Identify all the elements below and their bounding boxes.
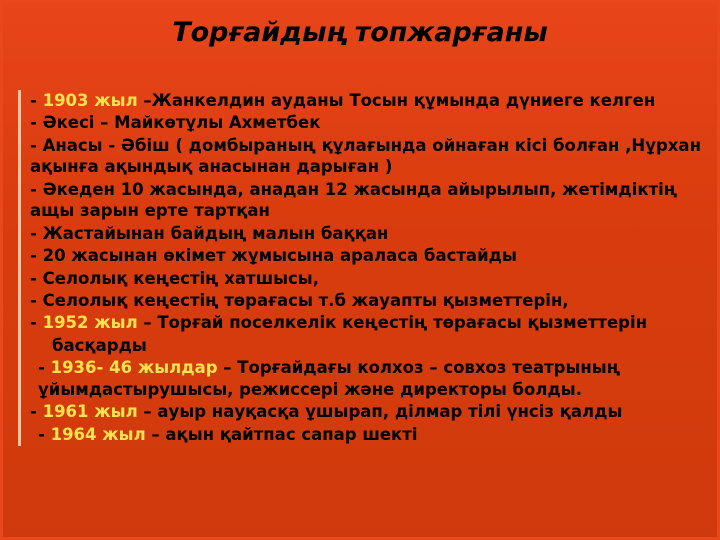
body-text: - Селолық кеңестің хатшысы, <box>30 268 319 288</box>
body-text: –Жанкелдин ауданы Тосын құмында дүниеге келген <box>137 91 656 110</box>
highlighted-date: 1952 жыл <box>42 313 138 333</box>
body-line <box>30 268 708 289</box>
highlighted-date: 1961 жыл <box>42 402 138 422</box>
page-title: Торғайдың топжарғаны <box>172 17 548 48</box>
slide-body <box>18 90 708 446</box>
body-text: – Торғай поселкелік кеңестің төрағасы қызметтерін <box>137 313 648 333</box>
body-text: - Анасы - Әбіш ( домбыраның құлағында ойнаған кісі болған ,Нұрхан ақынға ақындық анасынан дарыған ) <box>30 135 701 177</box>
body-text: - Жастайынан байдың малын баққан <box>30 223 389 243</box>
body-line <box>30 312 708 333</box>
body-line <box>30 424 708 445</box>
body-line <box>30 335 708 356</box>
body-line <box>30 357 708 400</box>
body-line <box>30 401 708 422</box>
highlighted-date: 1936- 46 жылдар <box>50 358 218 378</box>
body-line <box>30 135 708 178</box>
body-line <box>30 223 708 244</box>
body-text: - Селолық кеңестің төрағасы т.б жауапты қызметтерін, <box>30 290 569 310</box>
body-text: - Әкеден 10 жасында, анадан 12 жасында айырылып, жетімдіктің ащы зарын ерте тартқан <box>30 179 678 221</box>
body-text: басқарды <box>52 335 147 355</box>
body-text: - <box>30 91 43 110</box>
body-text: - <box>30 402 43 422</box>
body-text: – ауыр науқасқа ұшырап, ділмар тілі үнсіз қалды <box>137 402 623 422</box>
body-line <box>30 290 708 311</box>
body-text: - <box>30 313 43 333</box>
body-line <box>30 90 708 111</box>
highlighted-date: 1964 жыл <box>50 424 146 444</box>
highlighted-date: 1903 жыл <box>42 91 138 110</box>
body-text: – Торғайдағы колхоз – совхоз театрының ұйымдастырушысы, режиссері және директоры болды. <box>38 358 621 399</box>
body-text: - Әкесі – Майкөтұлы Ахметбек <box>30 113 321 133</box>
body-text: - <box>38 424 51 444</box>
body-line <box>30 179 708 222</box>
body-text: - 20 жасынан өкімет жұмысына араласа бастайды <box>30 246 517 266</box>
body-text: – ақын қайтпас сапар шекті <box>145 424 418 444</box>
body-line <box>30 245 708 266</box>
body-text: - <box>38 358 51 378</box>
body-line <box>30 112 708 133</box>
